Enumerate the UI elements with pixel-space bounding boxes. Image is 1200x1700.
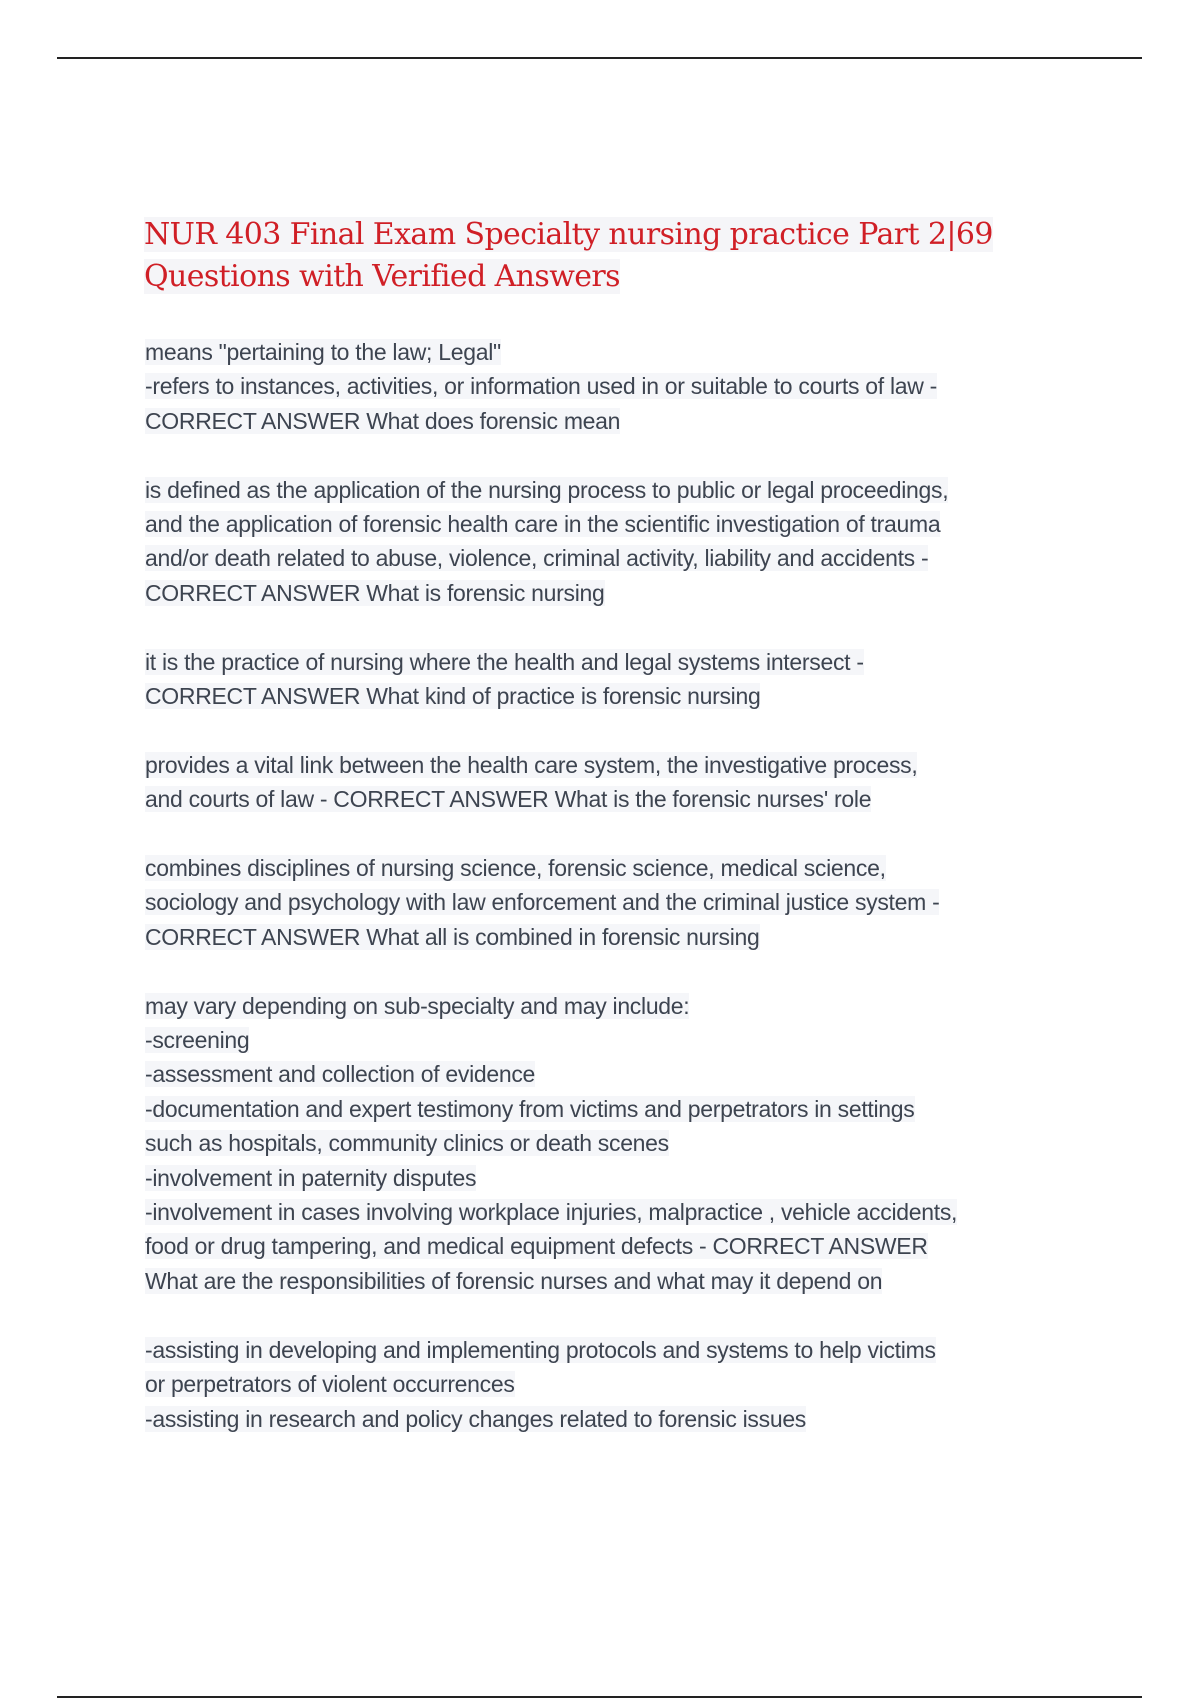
text-line-content: CORRECT ANSWER What is forensic nursing [145,579,605,606]
text-line [145,989,957,1023]
text-line [145,1023,957,1057]
footer-rule [57,1696,1142,1698]
text-line-content: combines disciplines of nursing science, forensic science, medical science, [145,855,886,882]
document-body [145,335,957,1470]
text-line [145,1126,957,1160]
text-line [145,404,957,438]
text-line-content: and/or death related to abuse, violence, criminal activity, liability and accidents - [145,545,929,572]
header-rule [57,57,1142,59]
text-line-content: such as hospitals, community clinics or death scenes [145,1130,669,1157]
text-line [145,507,957,541]
text-line [145,1195,957,1229]
text-line-content: -assisting in research and policy changes related to forensic issues [145,1405,807,1432]
text-line-content: -assisting in developing and implementing protocols and systems to help victims [145,1336,936,1363]
qa-entry [145,748,957,817]
text-line-content: food or drug tampering, and medical equipment defects - CORRECT ANSWER [145,1233,928,1260]
text-line-content: is defined as the application of the nursing process to public or legal proceedings, [145,476,949,503]
text-line-content: -involvement in cases involving workplace injuries, malpractice , vehicle accidents, [145,1199,958,1226]
text-line-content: or perpetrators of violent occurrences [145,1371,515,1398]
text-line [145,541,957,575]
text-line-content: CORRECT ANSWER What kind of practice is forensic nursing [145,683,761,710]
text-line [145,335,957,369]
text-line-content: provides a vital link between the health care system, the investigative process, [145,751,918,778]
text-line-content: -involvement in paternity disputes [145,1164,477,1191]
text-line-content: may vary depending on sub-specialty and may include: [145,992,690,1019]
text-line-content: and courts of law - CORRECT ANSWER What is the forensic nurses' role [145,786,872,813]
text-line-content: CORRECT ANSWER What does forensic mean [145,407,621,434]
text-line-content: sociology and psychology with law enforcement and the criminal justice system - [145,889,940,916]
text-line [145,885,957,919]
text-line-content: What are the responsibilities of forensic nurses and what may it depend on [145,1267,883,1294]
text-line-content: CORRECT ANSWER What all is combined in forensic nursing [145,923,760,950]
text-line [145,369,957,403]
text-line [145,782,957,816]
text-line-content: -documentation and expert testimony from victims and perpetrators in settings [145,1095,915,1122]
qa-entry [145,989,957,1299]
qa-entry [145,1333,957,1436]
qa-entry [145,335,957,438]
text-line [145,1092,957,1126]
qa-entry [145,851,957,954]
text-line-content: it is the practice of nursing where the health and legal systems intersect - [145,648,864,675]
text-line [145,920,957,954]
text-line [145,1367,957,1401]
text-line-content: means "pertaining to the law; Legal" [145,339,501,365]
text-line [145,645,957,679]
text-line [145,576,957,610]
text-line [145,1264,957,1298]
qa-entry [145,645,957,714]
qa-entry [145,473,957,611]
text-line [145,1057,957,1091]
text-line [145,1402,957,1436]
title-line: NUR 403 Final Exam Specialty nursing practice Part 2|69 [144,217,993,252]
text-line [145,748,957,782]
text-line [145,1333,957,1367]
text-line [145,473,957,507]
text-line [145,679,957,713]
text-line-content: -assessment and collection of evidence [145,1061,536,1088]
text-line-content: -refers to instances, activities, or information used in or suitable to courts of law - [145,373,938,400]
text-line [145,851,957,885]
title-line: Questions with Verified Answers [144,259,620,294]
text-line-content: and the application of forensic health care in the scientific investigation of trauma [145,511,941,538]
text-line [145,1161,957,1195]
document-title [144,214,993,298]
text-line-content: -screening [145,1027,250,1054]
text-line [145,1229,957,1263]
